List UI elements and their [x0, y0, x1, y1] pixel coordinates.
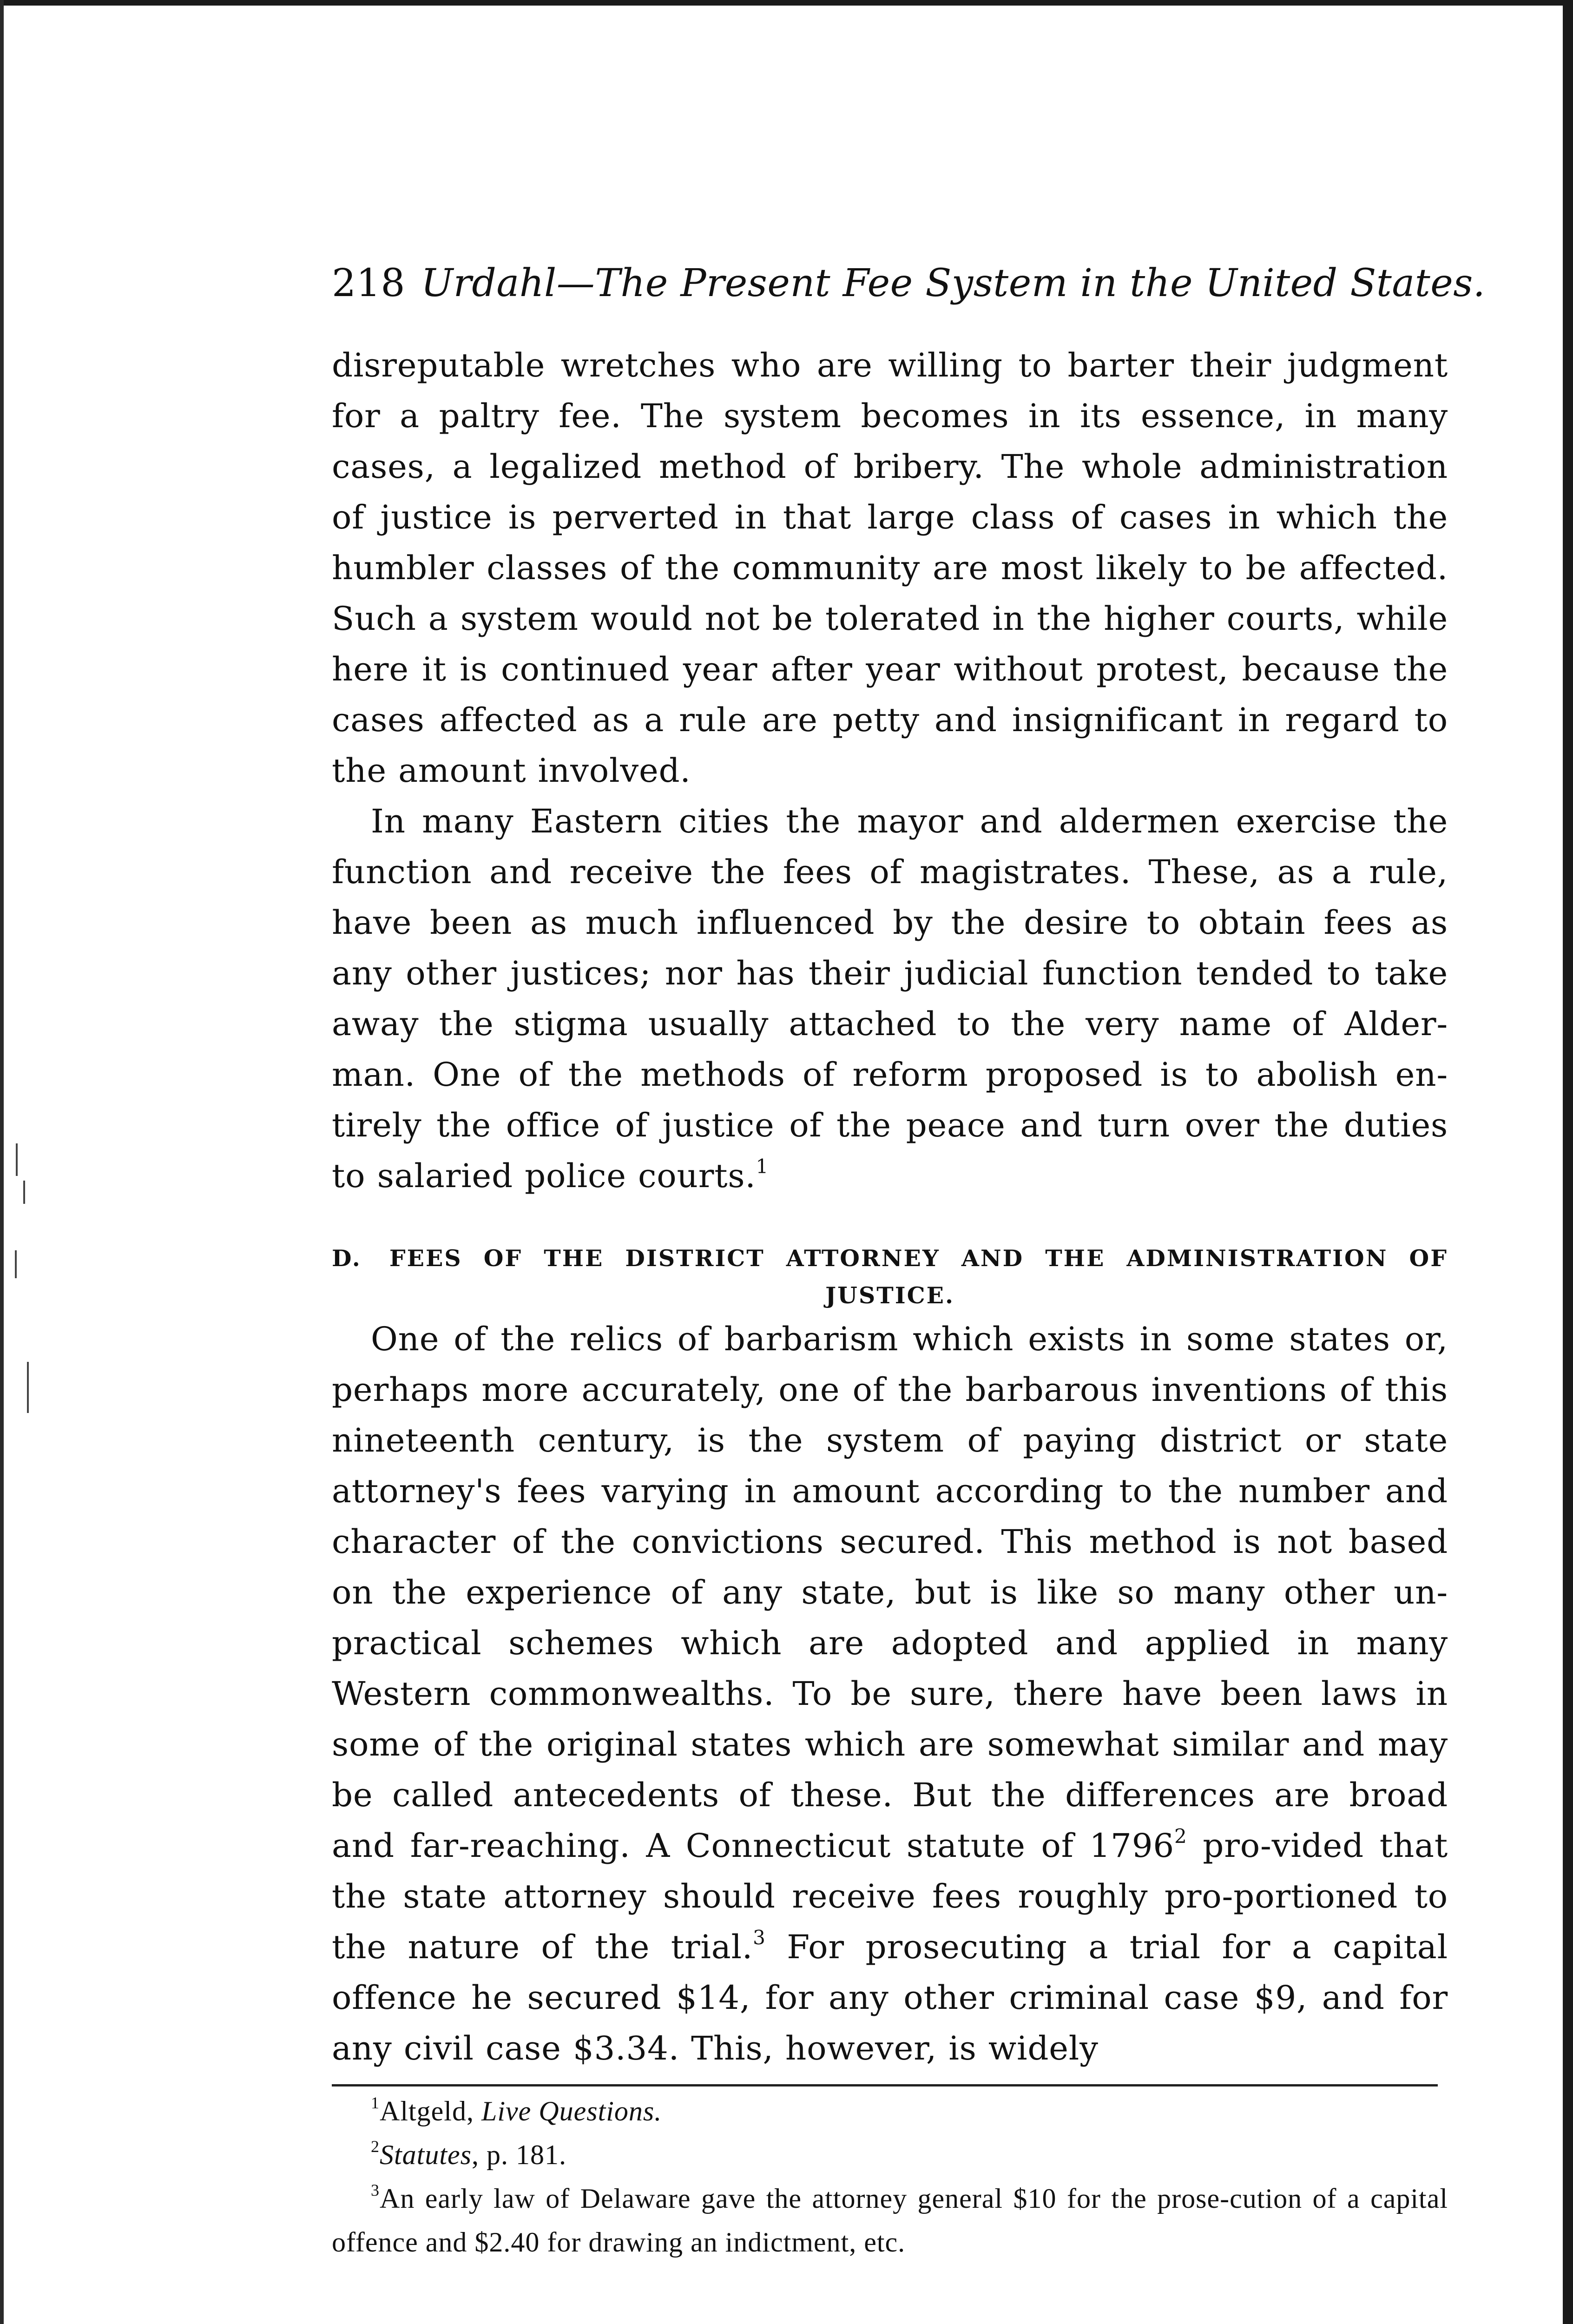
footnote-ref: 3: [753, 1926, 766, 1949]
footnote-mark: 1: [371, 2093, 380, 2112]
footnote-rule: [332, 2084, 1438, 2086]
body-text: [332, 340, 1448, 2074]
margin-mark: [23, 1181, 25, 1204]
paragraph: [332, 1314, 1448, 2074]
margin-mark: [27, 1362, 29, 1413]
footnote-mark: 3: [371, 2181, 380, 2199]
paragraph: disreputable wretches who are willing to barter their judgment for a paltry fee. The system becomes in its essence, in many cases, a legalized method of bribery. The whole administration of justice is perverted in that large class of cases in which the humbler classes of the community are most likely to be affected. Such a system would not be tolerated in the higher courts, while here it is continued year after year without protest, because the cases affected as a rule are petty and insignificant in regard to the amount involved.: [332, 346, 1448, 790]
running-head: [332, 260, 1486, 307]
section-heading: [332, 1240, 1448, 1314]
section-heading-line: JUSTICE.: [825, 1282, 955, 1309]
page-number: 218: [332, 261, 406, 305]
footnote-ref: 2: [1174, 1825, 1187, 1848]
section-heading-line: FEES OF THE DISTRICT ATTORNEY AND THE ADMINISTRATION OF: [389, 1245, 1448, 1272]
footnote-mark: 2: [371, 2137, 380, 2156]
scan-border-top: [0, 0, 1573, 6]
margin-mark: [15, 1250, 17, 1278]
paragraph: [332, 796, 1448, 1202]
scan-border-left: [0, 0, 4, 2324]
paragraph-text: For prosecuting a trial for a capital offence he secured $14, for any other criminal case $9, and for any civil case $3.34. This, however, is widely: [332, 1928, 1448, 2067]
footnote: $^1$Altgeld, Live Questions.: [371, 2093, 662, 2126]
margin-mark: [16, 1143, 18, 1176]
paragraph-text: In many Eastern cities the mayor and aldermen exercise the function and receive the fees of magistrates. These, as a rule, have been as much influenced by the desire to obtain fees as any other justices; nor has their judicial function tended to take away the stigma usually attached to the very name of Alder-man. One of the methods of reform proposed is to abolish en-tirely the office of justice of the peace and turn over the duties to salaried police courts.: [332, 802, 1448, 1195]
section-letter: D.: [332, 1245, 362, 1272]
paragraph-text: pro-vided that the state attorney should receive fees roughly pro-portioned to the nature of the trial.: [332, 1827, 1448, 1966]
footnotes: [332, 2089, 1448, 2264]
footnote: $^2$Statutes, p. 181.: [371, 2137, 566, 2170]
footnote: $^3$An early law of Delaware gave the attorney general $10 for the prose-cution of a capital offence and $2.40 for drawing an indictment, etc.: [332, 2181, 1448, 2258]
paragraph-text: One of the relics of barbarism which exists in some states or, perhaps more accurately, one of the barbarous inventions of this nineteenth century, is the system of paying district or state attorney's fees varying in amount according to the number and character of the convictions secured. This method is not based on the experience of any state, but is like so many other un-practical schemes which are adopted and applied in many Western commonwealths. To be sure, there have been laws in some of the original states which are somewhat similar and may be called antecedents of these. But the differences are broad and far-reaching. A Connecticut statute of 1796: [332, 1320, 1448, 1865]
footnote-ref: 1: [756, 1155, 769, 1178]
book-page: [332, 260, 1486, 2264]
scan-border-right: [1563, 0, 1573, 2324]
running-title: Urdahl—The Present Fee System in the United States.: [421, 261, 1486, 305]
